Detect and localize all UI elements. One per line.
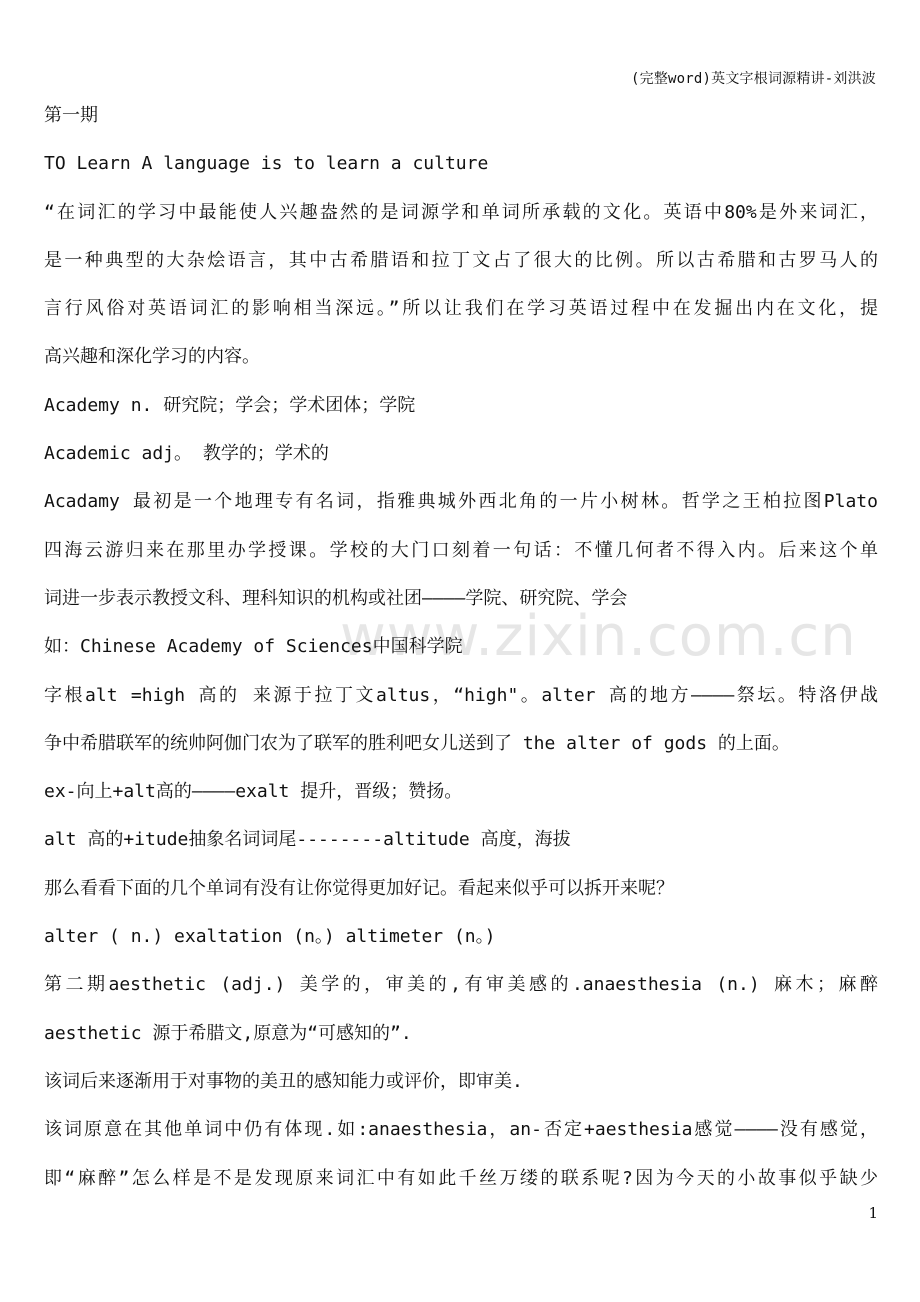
paragraph-line: Academic adj。 教学的；学术的 [44, 443, 329, 465]
section-heading-line: 第二期aesthetic (adj.) 美学的，审美的,有审美感的.anaesthesia (n.) 麻木；麻醉 [44, 974, 878, 996]
section-heading: 第一期 [44, 105, 98, 126]
document-header: (完整word)英文字根词源精讲-刘洪波 [630, 71, 876, 87]
paragraph-line: 四海云游归来在那里办学授课。学校的大门口刻着一句话：不懂几何者不得入内。后来这个单 [44, 539, 878, 561]
document-body [44, 92, 878, 1203]
paragraph-line: Academy n. 研究院；学会；学术团体；学院 [44, 394, 416, 416]
paragraph-line: 那么看看下面的几个单词有没有让你觉得更加好记。看起来似乎可以拆开来呢？ [44, 877, 674, 899]
paragraph-line: 高兴趣和深化学习的内容。 [44, 346, 260, 368]
paragraph-line: aesthetic 源于希腊文,原意为“可感知的”. [44, 1022, 412, 1044]
paragraph-line: 即“麻醉”怎么样是不是发现原来词汇中有如此千丝万缕的联系呢?因为今天的小故事似乎缺少 [44, 1167, 878, 1189]
paragraph-line: 该词原意在其他单词中仍有体现.如:anaesthesia，an-否定+aesthesia感觉————没有感觉， [44, 1119, 878, 1141]
page-number: 1 [868, 1204, 878, 1222]
paragraph-line: ex-向上+alt高的————exalt 提升，晋级；赞扬。 [44, 781, 463, 803]
paragraph-line: Acadamy 最初是一个地理专有名词，指雅典城外西北角的一片小树林。哲学之王柏拉图Plato [44, 491, 878, 513]
paragraph-line: 该词后来逐渐用于对事物的美丑的感知能力或评价，即审美. [44, 1070, 523, 1092]
paragraph-line: 是一种典型的大杂烩语言，其中古希腊语和拉丁文占了很大的比例。所以古希腊和古罗马人的 [44, 249, 878, 271]
paragraph-line: alter ( n.) exaltation (n。) altimeter (n。) [44, 926, 496, 948]
paragraph-line: “在词汇的学习中最能使人兴趣盎然的是词源学和单词所承载的文化。英语中80%是外来词汇， [44, 201, 878, 223]
paragraph-line: 言行风俗对英语词汇的影响相当深远。”所以让我们在学习英语过程中在发掘出内在文化，提 [44, 298, 878, 320]
paragraph-line: 字根alt =high 高的 来源于拉丁文altus，“high"。alter 高的地方————祭坛。特洛伊战 [44, 684, 878, 706]
paragraph-line: alt 高的+itude抽象名词词尾--------altitude 高度，海拔 [44, 829, 571, 851]
paragraph-line: TO Learn A language is to learn a culture [44, 153, 489, 175]
watermark: www.zixin.com.cn [340, 604, 857, 669]
paragraph-line: 争中希腊联军的统帅阿伽门农为了联军的胜利吧女儿送到了 the alter of gods 的上面。 [44, 732, 790, 754]
paragraph-line: 词进一步表示教授文科、理科知识的机构或社团————学院、研究院、学会 [44, 587, 628, 609]
paragraph-line: 如：Chinese Academy of Sciences中国科学院 [44, 636, 463, 658]
